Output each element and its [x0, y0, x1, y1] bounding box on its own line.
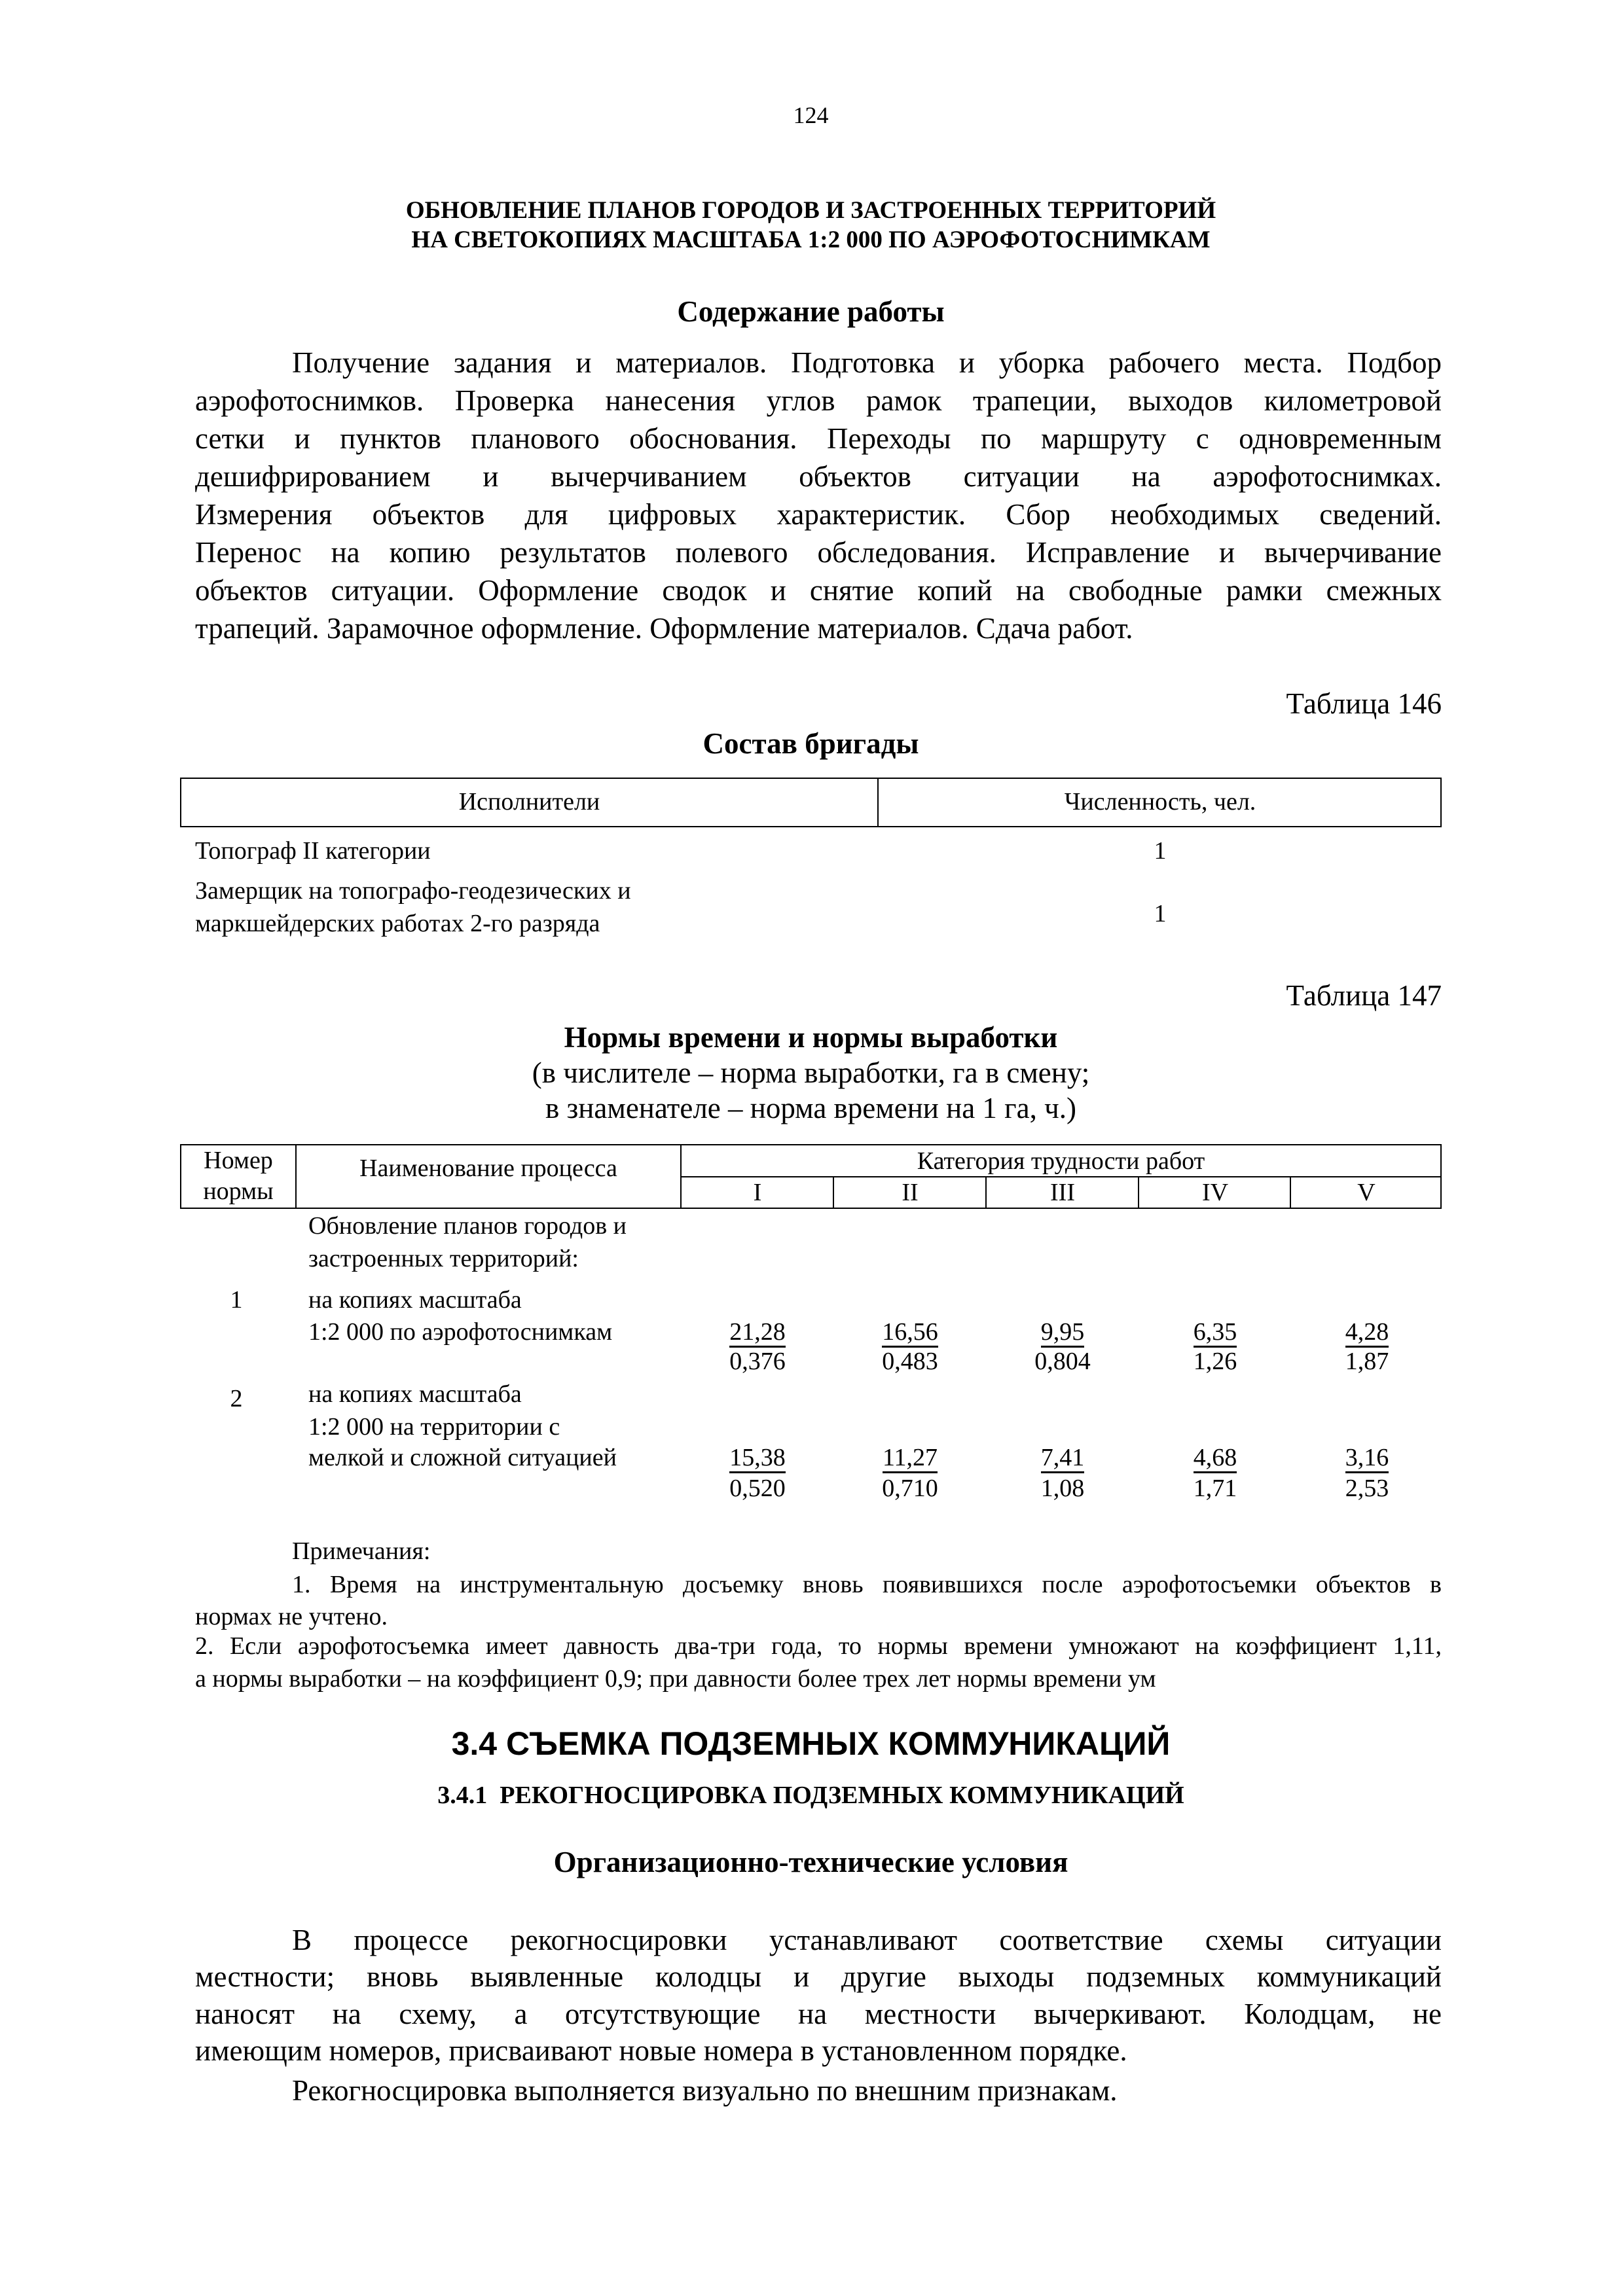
- denominator: 0,483: [882, 1348, 938, 1375]
- process-name: 1:2 000 по аэрофотоснимкам: [308, 1318, 613, 1346]
- denominator: 0,804: [1034, 1348, 1091, 1375]
- numerator-value: 7,41: [1041, 1444, 1085, 1473]
- header-count: Численность, чел.: [1064, 788, 1256, 816]
- row-number: 1: [230, 1286, 243, 1314]
- paragraph-line: имеющим номеров, присваивают новые номера в установленном порядке.: [195, 2034, 1127, 2067]
- numerator-value: 11,27: [883, 1444, 938, 1473]
- note-line: а нормы выработки – на коэффициент 0,9; при давности более трех лет нормы времени ум: [195, 1665, 1156, 1693]
- table-146-title: Состав бригады: [702, 727, 919, 760]
- page-number: 124: [793, 102, 829, 128]
- notes-heading: Примечания:: [292, 1537, 431, 1565]
- header-category: Категория трудности работ: [917, 1147, 1205, 1175]
- numerator: [987, 1317, 1139, 1347]
- header-performers: Исполнители: [458, 788, 600, 816]
- header-category-3: III: [1050, 1179, 1075, 1206]
- numerator: [682, 1317, 833, 1347]
- header-number: Номер: [204, 1147, 273, 1174]
- header-category-5: V: [1357, 1179, 1376, 1206]
- table-cell-name: Топограф II категории: [195, 837, 431, 865]
- numerator-value: 4,68: [1194, 1444, 1237, 1473]
- denominator: 1,26: [1193, 1348, 1237, 1375]
- paragraph-line: трапеций. Зарамочное оформление. Оформление материалов. Сдача работ.: [195, 612, 1133, 645]
- section-heading: 3.4 СЪЕМКА ПОДЗЕМНЫХ КОММУНИКАЦИЙ: [451, 1725, 1171, 1762]
- page-title-line-2: НА СВЕТОКОПИЯХ МАСШТАБА 1:2 000 ПО АЭРОФОТОСНИМКАМ: [411, 226, 1211, 253]
- process-name: мелкой и сложной ситуацией: [308, 1444, 617, 1471]
- denominator: 2,53: [1345, 1475, 1389, 1502]
- table-147-subtitle: (в числителе – норма выработки, га в смену;: [532, 1056, 1090, 1089]
- paragraph-line: местности; вновь выявленные колодцы и другие выходы подземных коммуникаций: [195, 1960, 1442, 1993]
- conditions-heading: Организационно-технические условия: [553, 1846, 1068, 1878]
- numerator-value: 3,16: [1345, 1444, 1389, 1473]
- denominator: 1,08: [1040, 1475, 1085, 1502]
- process-name: 1:2 000 на территории с: [308, 1413, 560, 1441]
- numerator-value: 21,28: [729, 1318, 786, 1348]
- numerator: [1291, 1443, 1443, 1473]
- table-border: [180, 1144, 1442, 1145]
- table-147-subtitle: в знаменателе – норма времени на 1 га, ч.): [545, 1092, 1076, 1124]
- paragraph-line: объектов ситуации. Оформление сводок и снятие копий на свободные рамки смежных: [195, 574, 1442, 607]
- header-category-2: II: [902, 1179, 919, 1206]
- row-number: 2: [230, 1385, 243, 1412]
- header-category-4: IV: [1201, 1179, 1229, 1206]
- group-title: Обновление планов городов и: [308, 1212, 627, 1240]
- table-cell-name: Замерщик на топографо-геодезических и: [195, 877, 631, 905]
- numerator: [1291, 1317, 1443, 1347]
- table-147-label: Таблица 147: [1286, 979, 1442, 1012]
- paragraph-line: В процессе рекогносцировки устанавливают соответствие схемы ситуации: [292, 1924, 1442, 1956]
- numerator: [834, 1317, 986, 1347]
- process-name: на копиях масштаба: [308, 1380, 522, 1408]
- numerator: [834, 1443, 986, 1473]
- header-number: нормы: [203, 1177, 274, 1205]
- denominator: 1,87: [1345, 1348, 1389, 1375]
- numerator-value: 15,38: [729, 1444, 786, 1473]
- note-line: 1. Время на инструментальную досъемку вновь появившихся после аэрофотосъемки объектов в: [292, 1571, 1442, 1598]
- numerator-value: 9,95: [1041, 1318, 1085, 1348]
- paragraph-line: Получение задания и материалов. Подготовка и уборка рабочего места. Подбор: [292, 346, 1442, 379]
- numerator: [987, 1443, 1139, 1473]
- paragraph-line: Измерения объектов для цифровых характеристик. Сбор необходимых сведений.: [195, 498, 1442, 531]
- denominator: 1,71: [1193, 1475, 1237, 1502]
- note-line: 2. Если аэрофотосъемка имеет давность два-три года, то нормы времени умножают на коэффициент 1,11,: [195, 1632, 1442, 1660]
- table-146-label: Таблица 146: [1286, 687, 1442, 720]
- denominator: 0,520: [729, 1475, 786, 1502]
- group-title: застроенных территорий:: [308, 1245, 579, 1272]
- numerator: [682, 1443, 833, 1473]
- table-cell-count: 1: [1154, 837, 1167, 865]
- header-process: Наименование процесса: [359, 1155, 617, 1182]
- process-name: на копиях масштаба: [308, 1286, 522, 1314]
- paragraph-line: Рекогносцировка выполняется визуально по внешним признакам.: [292, 2074, 1118, 2107]
- table-border: [180, 1208, 1442, 1209]
- header-category-1: I: [753, 1179, 762, 1206]
- numerator-value: 4,28: [1345, 1318, 1389, 1348]
- paragraph-line: дешифрированием и вычерчиванием объектов ситуации на аэрофотоснимках.: [195, 460, 1442, 493]
- subsection-heading: 3.4.1 РЕКОГНОСЦИРОВКА ПОДЗЕМНЫХ КОММУНИКАЦИЙ: [437, 1782, 1184, 1809]
- paragraph-line: сетки и пунктов планового обоснования. Переходы по маршруту с одновременным: [195, 422, 1442, 455]
- note-line: нормах не учтено.: [195, 1603, 388, 1630]
- paragraph-line: аэрофотоснимков. Проверка нанесения углов рамок трапеции, выходов километровой: [195, 384, 1442, 417]
- numerator: [1139, 1443, 1291, 1473]
- content-heading: Содержание работы: [677, 295, 945, 328]
- table-cell-count: 1: [1154, 900, 1167, 927]
- page-title-line-1: ОБНОВЛЕНИЕ ПЛАНОВ ГОРОДОВ И ЗАСТРОЕННЫХ ТЕРРИТОРИЙ: [405, 197, 1216, 224]
- numerator-value: 16,56: [882, 1318, 938, 1348]
- denominator: 0,376: [729, 1348, 786, 1375]
- paragraph-line: наносят на схему, а отсутствующие на местности вычеркивают. Колодцам, не: [195, 1998, 1442, 2030]
- paragraph-line: Перенос на копию результатов полевого обследования. Исправление и вычерчивание: [195, 536, 1442, 569]
- table-cell-name: маркшейдерских работах 2-го разряда: [195, 910, 600, 937]
- numerator: [1139, 1317, 1291, 1347]
- numerator-value: 6,35: [1194, 1318, 1237, 1348]
- denominator: 0,710: [882, 1475, 938, 1502]
- table-147-title: Нормы времени и нормы выработки: [564, 1021, 1058, 1054]
